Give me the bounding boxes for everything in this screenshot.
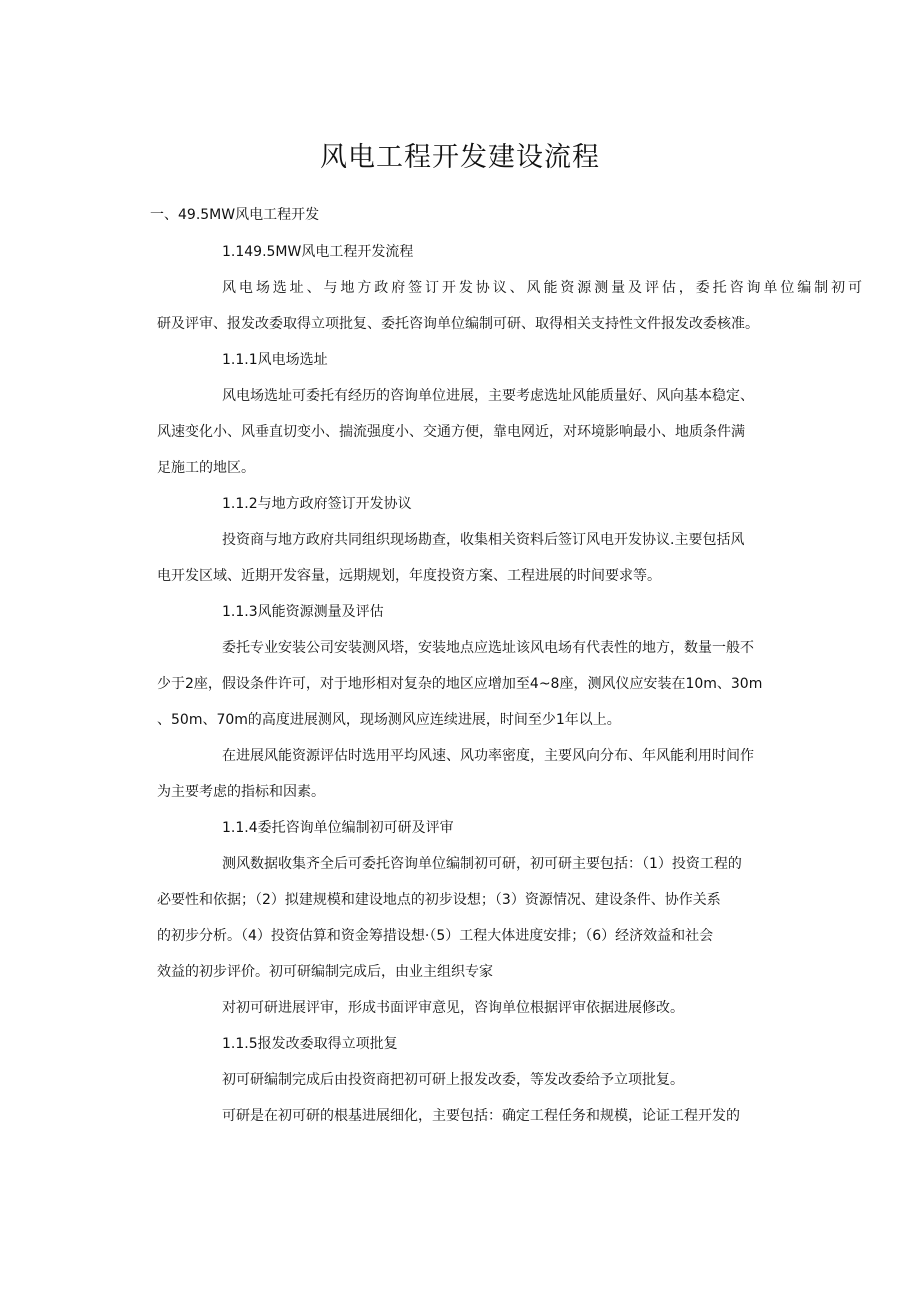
subsection-heading: 1.1.1风电场选址 [222,352,328,368]
paragraph-line: 研及评审、报发改委取得立项批复、委托咨询单位编制可研、取得相关支持性文件报发改委核准。 [157,316,759,332]
paragraph-line: 电开发区域、近期开发容量，远期规划，年度投资方案、工程进展的时间要求等。 [157,568,661,584]
paragraph-line: 可研是在初可研的根基进展细化，主要包括：确定工程任务和规模，论证工程开发的 [222,1108,740,1124]
document-title: 风电工程开发建设流程 [320,142,600,173]
paragraph-line: 效益的初步评价。初可研编制完成后，由业主组织专家 [157,964,493,980]
paragraph-line: 风速变化小、风垂直切变小、揣流强度小、交通方便，靠电网近，对环境影响最小、地质条件满 [157,424,745,440]
paragraph-line: 、50m、70m的高度进展测风，现场测风应连续进展，时间至少1年以上。 [157,712,621,728]
subsection-heading: 1.1.4委托咨询单位编制初可研及评审 [222,820,454,836]
paragraph-line: 的初步分析。（4）投资估算和资金筹措设想·（5）工程大体进度安排；（6）经济效益和社会 [157,928,714,944]
paragraph-line: 测风数据收集齐全后可委托咨询单位编制初可研，初可研主要包括：（1）投资工程的 [222,856,742,872]
subsection-heading: 1.1.3风能资源测量及评估 [222,604,384,620]
subsection-heading: 1.1.5报发改委取得立项批复 [222,1036,398,1052]
section-heading: 一、49.5MW风电工程开发 [150,207,320,223]
paragraph-line: 风电场选址、与地方政府签订开发协议、风能资源测量及评估，委托咨询单位编制初可 [222,280,862,296]
subsection-heading: 1.1.2与地方政府签订开发协议 [222,496,412,512]
paragraph-line: 必要性和依据；（2）拟建规模和建设地点的初步设想；（3）资源情况、建设条件、协作关系 [157,892,721,908]
paragraph-line: 为主要考虑的指标和因素。 [157,784,325,800]
paragraph-line: 在进展风能资源评估时选用平均风速、风功率密度，主要风向分布、年风能利用时间作 [222,748,754,764]
subsection-heading: 1.149.5MW风电工程开发流程 [222,244,414,260]
paragraph-line: 初可研编制完成后由投资商把初可研上报发改委，等发改委给予立项批复。 [222,1072,684,1088]
paragraph-line: 足施工的地区。 [157,460,255,476]
paragraph-line: 风电场选址可委托有经历的咨询单位进展，主要考虑选址风能质量好、风向基本稳定、 [222,388,754,404]
paragraph-line: 对初可研进展评审，形成书面评审意见，咨询单位根据评审依据进展修改。 [222,1000,684,1016]
paragraph-line: 投资商与地方政府共同组织现场勘查，收集相关资料后签订风电开发协议.主要包括风 [222,532,745,548]
paragraph-line: 委托专业安装公司安装测风塔，安装地点应选址该风电场有代表性的地方，数量一般不 [222,640,754,656]
paragraph-line: 少于2座，假设条件许可，对于地形相对复杂的地区应增加至4~8座，测风仪应安装在10m、30m [157,676,763,692]
